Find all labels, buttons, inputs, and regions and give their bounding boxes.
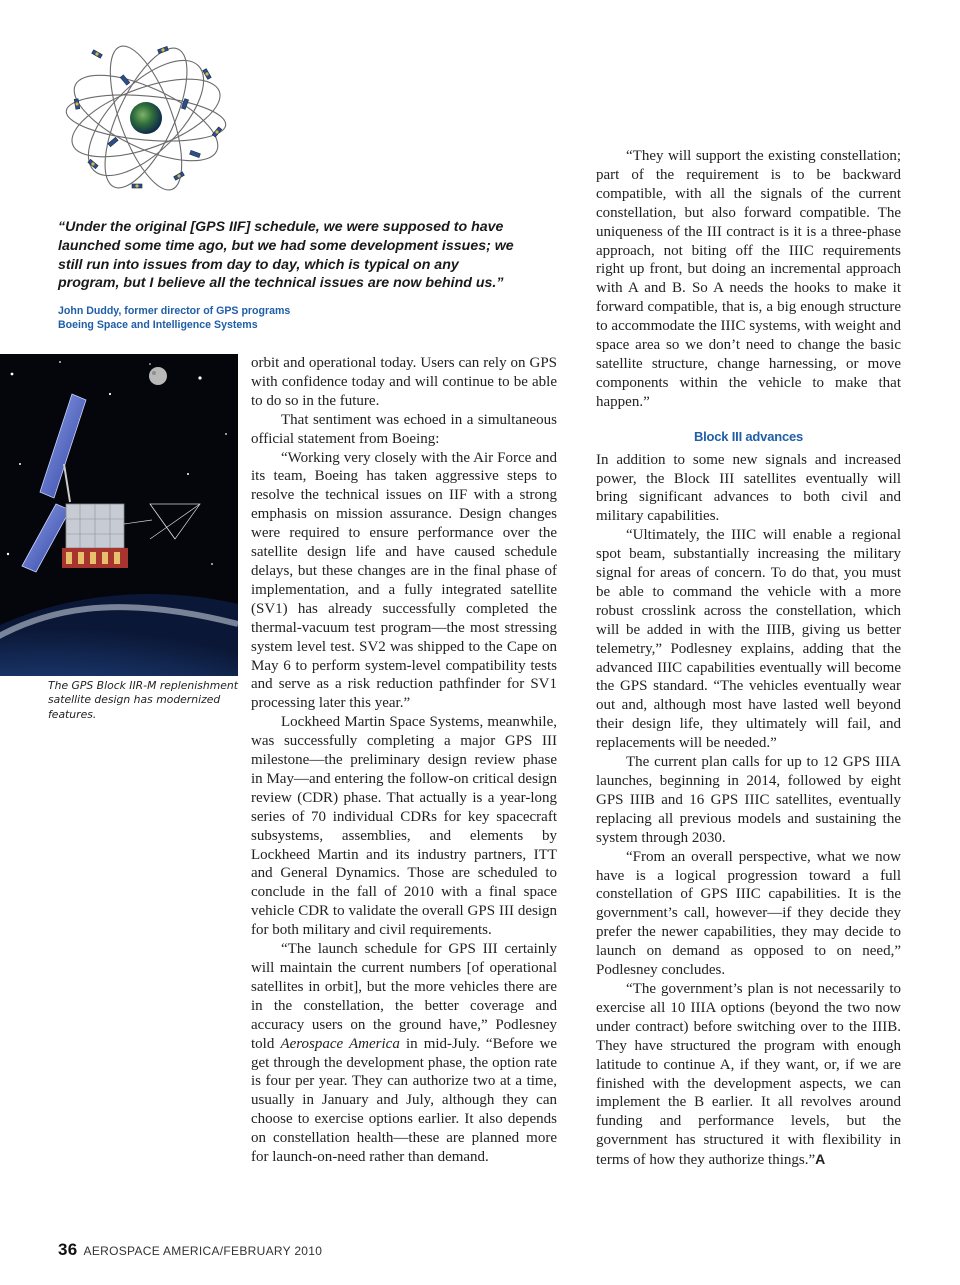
article-column-1 <box>251 354 557 1167</box>
end-mark-icon: A <box>815 1151 826 1168</box>
quote-attribution <box>58 305 358 332</box>
paragraph: That sentiment was echoed in a simultaneous official statement from Boeing: <box>251 411 557 447</box>
satellite-photo <box>0 354 238 676</box>
paragraph <box>251 940 557 1167</box>
paragraph: orbit and operational today. Users can rely on GPS with confidence today and will continue to be able to do so in the future. <box>251 355 557 409</box>
attribution-name-title: John Duddy, former director of GPS programs <box>58 305 291 317</box>
paragraph: The current plan calls for up to 12 GPS IIIA launches, beginning in 2014, followed by eight GPS IIIB and 16 GPS IIIC satellites, eventually replacing all previous models and sustaining the system through 2030. <box>596 754 901 846</box>
pull-quote: “Under the original [GPS IIF] schedule, we were supposed to have launched some time ago, but we had some development issues; we still run into issues from day to day, which is typical on any program, but I believe all the technical issues are now behind us.” <box>58 219 514 292</box>
publication-name: Aerospace America <box>280 1035 400 1052</box>
paragraph: “Ultimately, the IIIC will enable a regional spot beam, substantially increasing the military signal for areas of concern. To do that, you must be able to command the vehicle with a more robust crosslink across the constellation, which will be added in with the IIIB, giving us better telemetry,” Podlesney explains, adding that the advanced IIIC capabilities eventually will become the GPS standard. “The vehicles eventually wear out and, although most have lasted well beyond their design life, they ultimately will fail, and replacements will be needed.” <box>596 527 901 752</box>
paragraph: “From an overall perspective, what we now have is a logical progression toward a full constellation of GPS IIIC capabilities. It is the government’s call, however—if they decide they prefer the newer capabilities, they may decide to launch on demand as opposed to on need,” Podlesney concludes. <box>596 848 901 979</box>
paragraph-text: “The launch schedule for GPS III certainly will maintain the current numbers [of operational satellites in orbit], but the more vehicles there are in the constellation, the better coverage and accuracy users on the ground have,” Podlesney told <box>251 941 557 1052</box>
attribution-organization: Boeing Space and Intelligence Systems <box>58 318 258 331</box>
publication-line: AEROSPACE AMERICA/FEBRUARY 2010 <box>83 1244 323 1258</box>
page-number: 36 <box>58 1240 78 1259</box>
paragraph: In addition to some new signals and increased power, the Block III satellites eventually will bring significant advances to both civil and military capabilities. <box>596 451 901 525</box>
article-column-2 <box>596 147 901 1170</box>
photo-caption: The GPS Block IIR-M replenishment satellite design has modernized features. <box>48 679 238 721</box>
paragraph: Lockheed Martin Space Systems, meanwhile, was successfully completing a major GPS III milestone—the preliminary design review phase in May—and entering the follow-on critical design review (CDR) phase. That actually is a year-long series of 70 individual CDRs for key spacecraft subsystems, assemblies, and elements by Lockheed Martin and its industry partners, ITT and General Dynamics. Those are scheduled to conclude in the fall of 2010 with a final space vehicle CDR to validate the overall GPS III design for both military and civil requirements. <box>251 714 557 939</box>
gps-constellation-illustration <box>62 42 230 194</box>
paragraph <box>596 980 901 1170</box>
page-footer <box>58 1240 322 1260</box>
paragraph: “They will support the existing constellation; part of the requirement is to be backward compatible, with all the signals of the current constellation, but also forward compatible. The uniqueness of the III contract is it is a three-phase approach, not biting off the IIIC requirements right up front, but doing an incremental approach with A and B. So A needs the hooks to make it forward compatible, that is, a big enough structure to accommodate the IIIC systems, with weight and space area so we don’t need to change the basic satellite structure, change harnessing, or move components within the vehicle to make that happen.” <box>596 148 901 410</box>
paragraph-text: “The government’s plan is not necessarily to exercise all 10 IIIA options (beyond the two now under contract) before switching over to the IIIB. They have structured the program with enough latitude to continue A, if they want, or, if we are finished with the development aspects, we can implement the B earlier. It all revolves around funding and performance levels, but the government has structured it with flexibility in terms of how they authorize things.” <box>596 980 901 1169</box>
paragraph: “Working very closely with the Air Force and its team, Boeing has taken aggressive steps to resolve the technical issues on IIF with a strong emphasis on mission assurance. Design changes were required to ensure performance over the satellite design life and have caused schedule delays, but these changes are in the final phase of implementation, and a fully integrated satellite (SV1) has already successfully completed the thermal-vacuum test program—the most stressing system level test. SV2 was shipped to the Cape on May 6 to perform system-level compatibility tests and serve as a risk reduction pathfinder for SV1 processing later this year.” <box>251 449 557 712</box>
paragraph-text: in mid-July. “Before we get through the development phase, the option rate is four per year. They can authorize two at a time, usually in January and July, although they can choose to exercise options earlier. It also depends on constellation health—these are planned more for launch-on-need rather than demand. <box>251 1035 557 1166</box>
section-subheading: Block III advances <box>693 428 804 444</box>
